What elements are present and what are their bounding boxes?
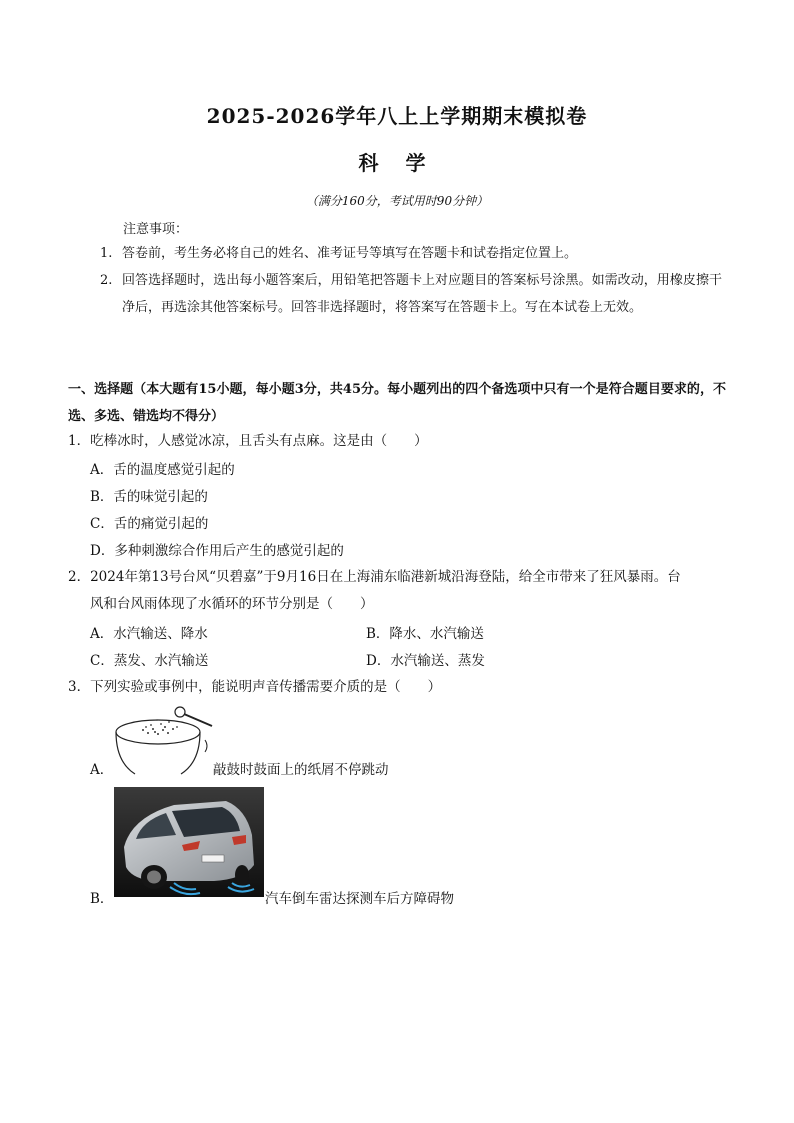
question-3-option-a-label: A． bbox=[90, 762, 114, 778]
exam-info: （满分160分，考试用时90分钟） bbox=[305, 194, 489, 208]
car-icon bbox=[114, 787, 264, 897]
question-1-option-d: D．多种刺激综合作用后产生的感觉引起的 bbox=[90, 543, 344, 559]
subject-title: 科 学 bbox=[358, 151, 436, 175]
question-1-stem: 1．吃棒冰时，人感觉冰凉，且舌头有点麻。这是由（ ） bbox=[68, 433, 428, 449]
question-2-stem-cont: 风和台风雨体现了水循环的环节分别是（ ） bbox=[90, 596, 374, 612]
section-heading: 一、选择题（本大题有15小题，每小题3分，共45分。每小题列出的四个备选项中只有一个是符合题目要求的，不选、多选、错选均不得分） bbox=[68, 382, 726, 424]
question-2-option-c: C．蒸发、水汽输送 bbox=[90, 653, 209, 669]
question-3-option-a-text: 敲鼓时鼓面上的纸屑不停跳动 bbox=[213, 762, 389, 778]
question-2-option-d: D．水汽输送、蒸发 bbox=[366, 653, 485, 669]
note-number: 2. bbox=[100, 273, 113, 288]
paper-title: 2025-2026学年八上上学期期末模拟卷 bbox=[206, 104, 588, 128]
question-3-stem: 3．下列实验或事例中，能说明声音传播需要介质的是（ ） bbox=[68, 679, 442, 695]
drum-icon bbox=[113, 700, 213, 780]
notes-title: 注意事项： bbox=[123, 222, 189, 237]
question-2-option-b: B．降水、水汽输送 bbox=[366, 626, 484, 642]
question-2-option-a: A．水汽输送、降水 bbox=[90, 626, 208, 642]
question-3-option-b-label: B． bbox=[90, 891, 114, 907]
drum-paper-figure bbox=[113, 700, 213, 780]
note-item-1 bbox=[100, 240, 722, 267]
car-radar-figure bbox=[114, 787, 264, 897]
note-number: 1. bbox=[100, 246, 113, 261]
note-item-2 bbox=[100, 267, 722, 321]
question-1-option-c: C．舌的痛觉引起的 bbox=[90, 516, 209, 532]
question-1-option-b: B．舌的味觉引起的 bbox=[90, 489, 208, 505]
question-2-stem: 2．2024年第13号台风“贝碧嘉”于9月16日在上海浦东临港新城沿海登陆，给全市带来了狂风暴雨。台 bbox=[68, 569, 681, 585]
question-1-option-a: A．舌的温度感觉引起的 bbox=[90, 462, 235, 478]
question-3-option-b-text: 汽车倒车雷达探测车后方障碍物 bbox=[265, 891, 454, 907]
note-text: 回答选择题时，选出每小题答案后，用铅笔把答题卡上对应题目的答案标号涂黑。如需改动，用橡皮擦干净后，再选涂其他答案标号。回答非选择题时，将答案写在答题卡上。写在本试卷上无效。 bbox=[122, 273, 722, 315]
note-text: 答卷前，考生务必将自己的姓名、准考证号等填写在答题卡和试卷指定位置上。 bbox=[122, 246, 578, 261]
